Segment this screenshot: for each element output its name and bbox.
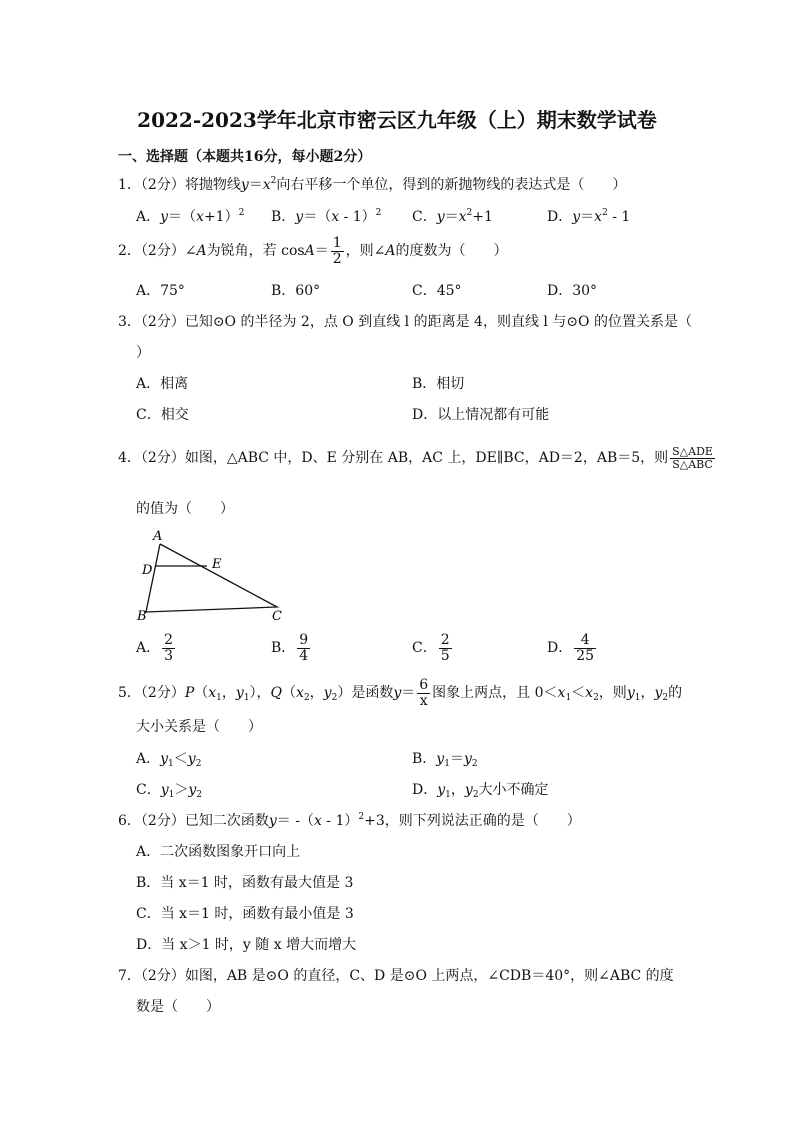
- q1-option-a: A．$y=(x+1)^2$: [136, 208, 245, 225]
- q3-option-b: B．相切: [412, 376, 465, 392]
- section-heading: 一、选择题（本题共16分，每小题2分）: [118, 149, 372, 165]
- q5-option-d: D．$y_1$，$y_2$大小不确定: [412, 782, 549, 800]
- q4-option-a: A． $\frac{2}{3}$: [136, 632, 174, 664]
- q1-option-c: C．$y=x^2+1$: [412, 208, 493, 225]
- q3-option-d: D．以上情况都有可能: [412, 407, 550, 423]
- q4-option-d: D． $\frac{4}{25}$: [547, 632, 595, 664]
- q6-option-a: A．二次函数图象开口向上: [136, 844, 301, 860]
- q5-option-a: A．$y_1<y_2$: [136, 751, 202, 769]
- q6-option-d: D．当 x＞1 时，y 随 x 增大而增大: [136, 937, 357, 953]
- page-title: 2022-2023学年北京市密云区九年级（上）期末数学试卷: [137, 108, 657, 132]
- label-a: A: [153, 529, 163, 544]
- label-e: E: [212, 557, 222, 572]
- q1-option-b: B．y＝（x - 1）$^2$: [271, 208, 382, 225]
- question-2-stem: 2．（2分）∠A为锐角，若 cosA＝ $\frac{1}{2}$ ，则∠A的度数为（ ）: [118, 235, 508, 267]
- fraction: $\frac{1}{2}$: [332, 235, 342, 267]
- q5-option-c: C．$y_1>y_2$: [136, 782, 203, 800]
- question-6-stem: 6．（2分）已知二次函数y＝ -（x - 1）$^2$+3，则下列说法正确的是（ ）: [118, 812, 581, 829]
- q1-option-d: D．$y=x^2 - 1$: [547, 208, 631, 225]
- question-3-stem: 3．（2分）已知⊙O 的半径为 2，点 O 到直线 l 的距离是 4，则直线 l 与⊙O 的位置关系是（: [118, 314, 692, 330]
- question-4-stem-cont: 的值为（ ）: [136, 501, 234, 517]
- question-4-stem: 4．（2分）如图，△ABC 中，D、E 分别在 AB，AC 上，DE∥BC，AD＝2，AB＝5，则 $\frac{\text{S△ADE}}{\text{S△ABC}}$: [118, 445, 713, 471]
- label-d: D: [142, 563, 153, 578]
- triangle-figure: [130, 524, 290, 624]
- question-7-stem: 7．（2分）如图，AB 是⊙O 的直径，C、D 是⊙O 上两点，∠CDB＝40°，则∠ABC 的度: [118, 968, 674, 984]
- question-1-stem: 1．（2分）将抛物线$y=x^2$向右平移一个单位，得到的新抛物线的表达式是（ ）: [118, 176, 627, 193]
- question-5-stem: 5．（2分）$P(x_1$，$y_1$），$Q(x_2$，$y_2$）是函数y＝ $\frac{6}{x}$ 图象上两点，且 $0<x_1<x_2$，则$y_1$，$y_2$的: [118, 677, 683, 709]
- q2-option-c: C．45°: [412, 283, 462, 299]
- q3-option-c: C．相交: [136, 407, 189, 423]
- q5-option-b: B．$y_1=y_2$: [412, 751, 478, 769]
- question-3-stem-cont: ）: [136, 345, 150, 361]
- q2-option-d: D．30°: [547, 283, 598, 299]
- q4-option-c: C． $\frac{2}{5}$: [412, 632, 450, 664]
- q3-option-a: A．相离: [136, 376, 189, 392]
- q6-option-c: C．当 x＝1 时，函数有最小值是 3: [136, 906, 354, 922]
- question-5-stem-cont: 大小关系是（ ）: [136, 719, 262, 735]
- q4-option-b: B． $\frac{9}{4}$: [271, 632, 309, 664]
- triangle-abc: [146, 544, 277, 612]
- q6-option-b: B．当 x＝1 时，函数有最大值是 3: [136, 875, 354, 891]
- question-7-stem-cont: 数是（ ）: [136, 999, 220, 1015]
- q2-option-a: A．75°: [136, 283, 185, 299]
- label-b: B: [137, 609, 147, 624]
- label-c: C: [272, 609, 282, 624]
- q2-option-b: B．60°: [271, 283, 321, 299]
